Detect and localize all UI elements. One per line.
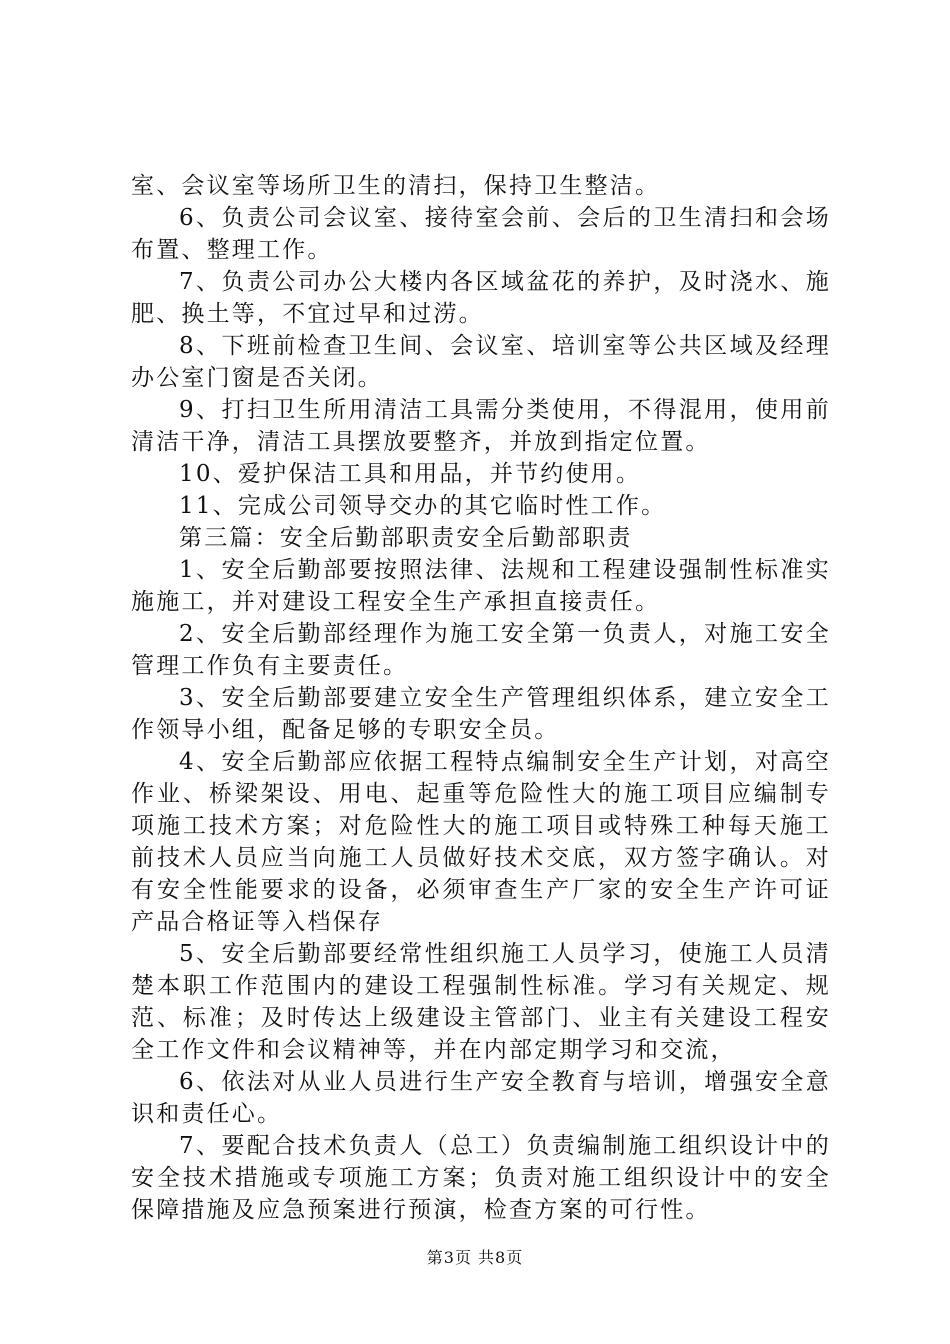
paragraph: 8、下班前检查卫生间、会议室、培训室等公共区域及经理办公室门窗是否关闭。 <box>131 333 831 391</box>
paragraph: 4、安全后勤部应依据工程特点编制安全生产计划，对高空作业、桥梁架设、用电、起重等危险性大的施工项目应编制专项施工技术方案；对危险性大的施工项目或特殊工种每天施工前技术人员应当向施工人员做好技术交底，双方签字确认。对有安全性能要求的设备，必须审查生产厂家的安全生产许可证产品合格证等入档保存 <box>131 749 831 935</box>
paragraph: 第三篇：安全后勤部职责安全后勤部职责 <box>179 525 633 551</box>
paragraph: 3、安全后勤部要建立安全生产管理组织体系，建立安全工作领导小组，配备足够的专职安全员。 <box>131 685 831 743</box>
paragraph: 2、安全后勤部经理作为施工安全第一负责人，对施工安全管理工作负有主要责任。 <box>131 621 831 679</box>
paragraph: 10、爱护保洁工具和用品，并节约使用。 <box>179 461 642 487</box>
paragraph: 6、依法对从业人员进行生产安全教育与培训，增强安全意识和责任心。 <box>131 1069 831 1127</box>
paragraph: 6、负责公司会议室、接待室会前、会后的卫生清扫和会场布置、整理工作。 <box>131 205 831 263</box>
paragraph: 7、负责公司办公大楼内各区域盆花的养护，及时浇水、施肥、换土等，不宜过早和过涝。 <box>131 269 831 327</box>
paragraph: 室、会议室等场所卫生的清扫，保持卫生整洁。 <box>131 173 661 199</box>
document-body <box>131 170 831 1226</box>
paragraph: 7、要配合技术负责人（总工）负责编制施工组织设计中的安全技术措施或专项施工方案；负责对施工组织设计中的安全保障措施及应急预案进行预演，检查方案的可行性。 <box>131 1133 831 1223</box>
page-footer: 第3页 共8页 <box>426 1248 524 1267</box>
paragraph: 9、打扫卫生所用清洁工具需分类使用，不得混用，使用前清洁干净，清洁工具摆放要整齐，并放到指定位置。 <box>131 397 831 455</box>
paragraph: 11、完成公司领导交办的其它临时性工作。 <box>179 493 667 519</box>
paragraph: 1、安全后勤部要按照法律、法规和工程建设强制性标准实施施工，并对建设工程安全生产承担直接责任。 <box>131 557 831 615</box>
paragraph: 5、安全后勤部要经常性组织施工人员学习，使施工人员清楚本职工作范围内的建设工程强制性标准。学习有关规定、规范、标准；及时传达上级建设主管部门、业主有关建设工程安全工作文件和会议精神等，并在内部定期学习和交流， <box>131 941 831 1063</box>
